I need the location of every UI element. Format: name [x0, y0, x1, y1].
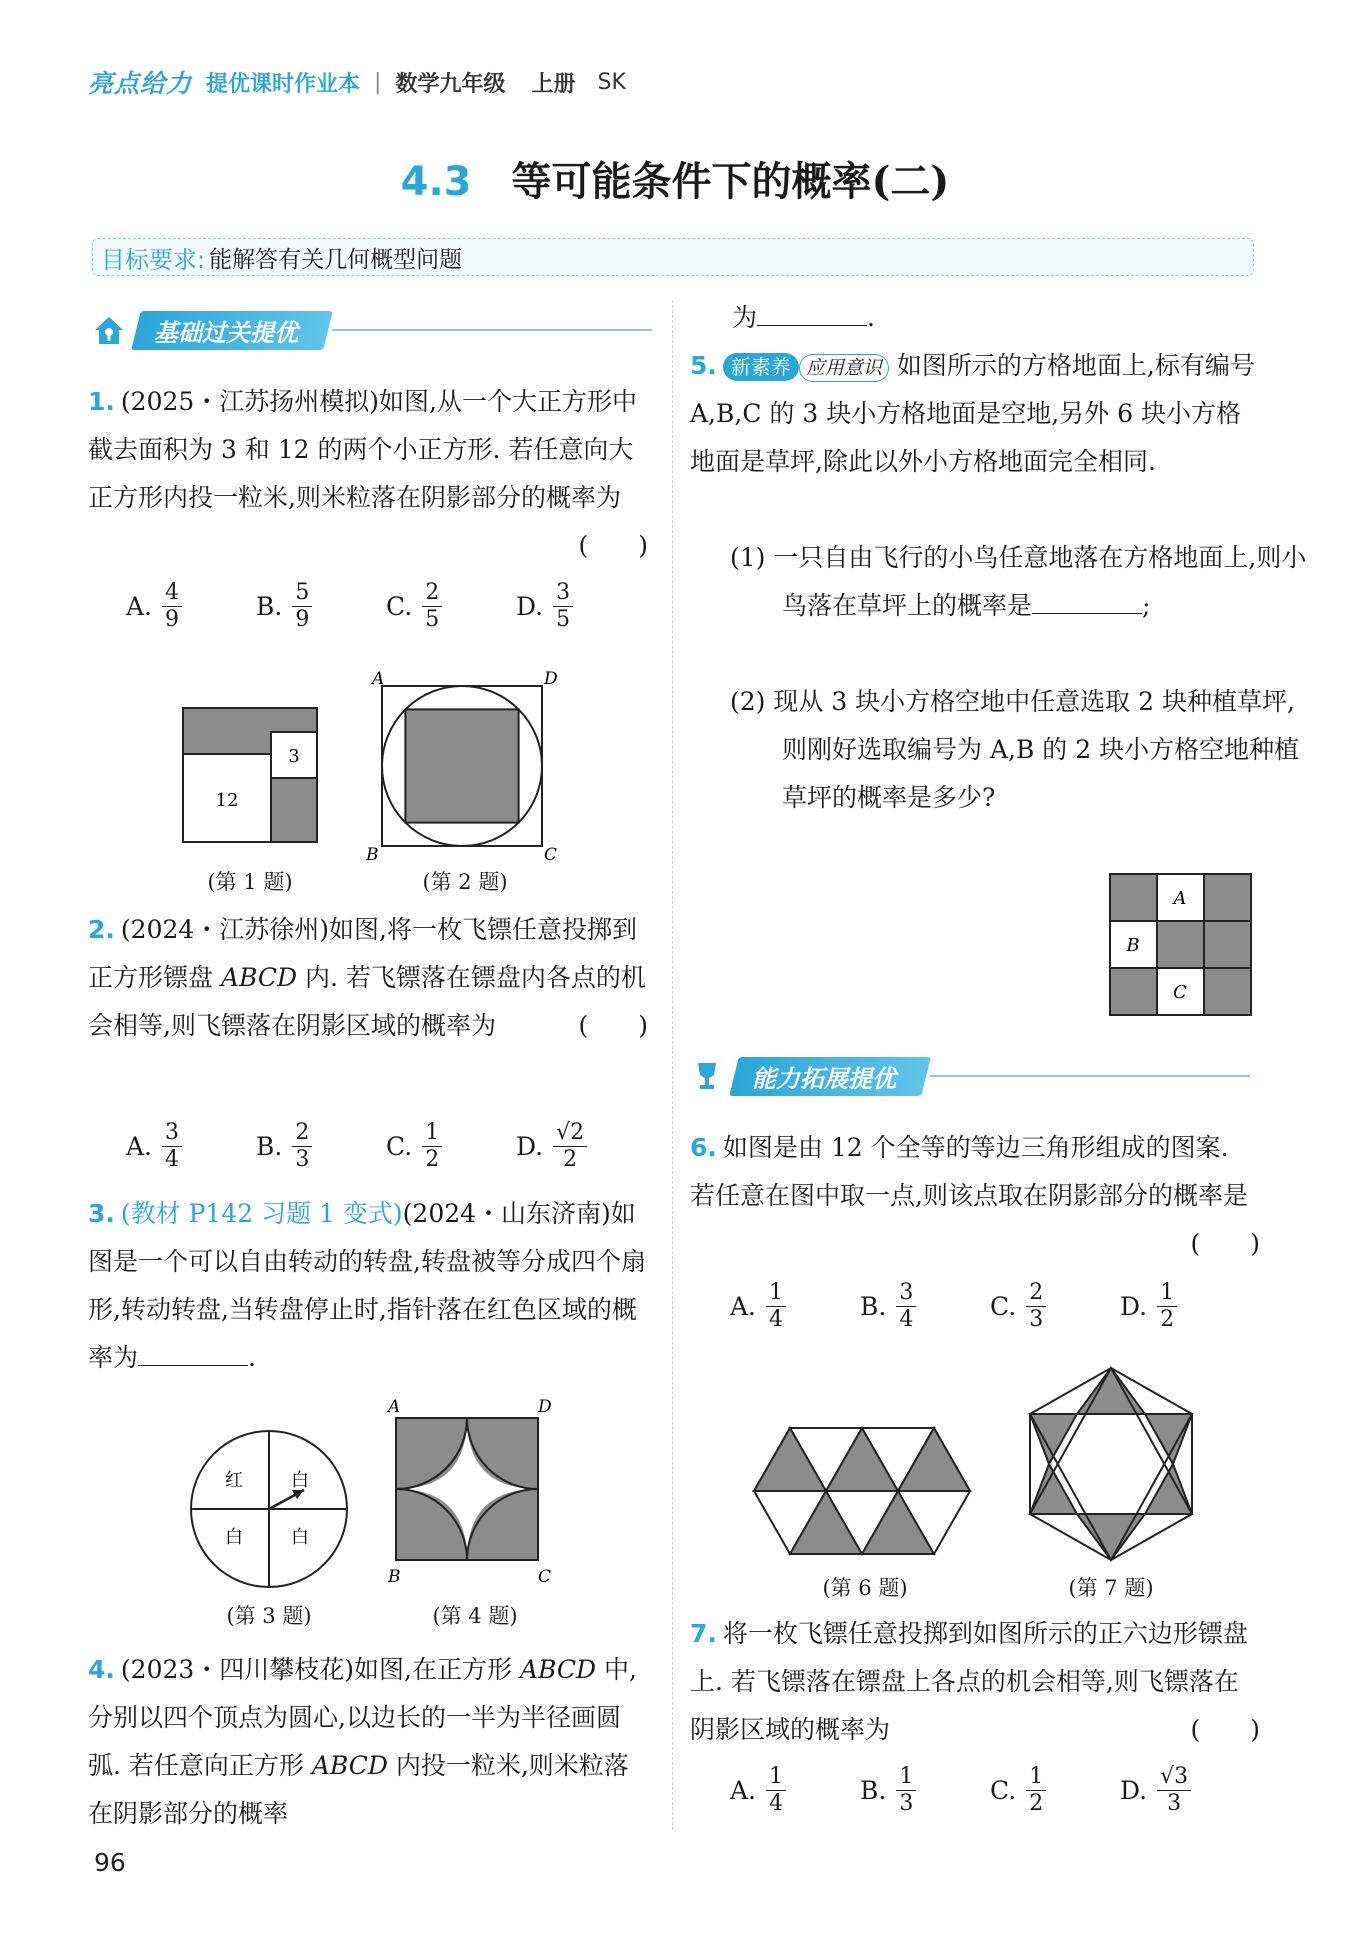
- question-5: 5. 新素养 应用意识 如图所示的方格地面上,标有编号 A,B,C 的 3 块小方格地面是空地,另外 6 块小方格地面是草坪,除此以外小方格地面完全相同.: [690, 351, 1255, 476]
- q1-option-c: [386, 580, 516, 633]
- svg-text:B: B: [366, 845, 379, 864]
- q1-small-label: 3: [288, 746, 300, 767]
- q1-figure: [175, 700, 325, 850]
- option-fraction: $\frac{√3}{3}$: [1157, 1764, 1191, 1817]
- house-icon: [92, 313, 126, 347]
- edition: SK: [597, 69, 626, 95]
- q2-figure: [360, 668, 560, 864]
- volume: 上册: [531, 71, 576, 97]
- q2-option-c: [386, 1120, 516, 1173]
- svg-text:C: C: [1173, 982, 1187, 1003]
- q1-option-a: [126, 580, 256, 633]
- option-label: C.: [386, 1132, 413, 1161]
- q6-caption: (第 6 题): [822, 1576, 908, 1600]
- option-label: D.: [1120, 1776, 1148, 1805]
- svg-text:A: A: [1173, 888, 1187, 909]
- q2-option-b: [256, 1120, 386, 1173]
- option-label: C.: [990, 1776, 1017, 1805]
- trophy-icon: [690, 1059, 724, 1093]
- option-fraction: $\frac{1}{4}$: [766, 1764, 786, 1817]
- q7-figure: [1024, 1364, 1198, 1564]
- brand-logo: 亮点给力: [88, 69, 193, 98]
- option-label: A.: [730, 1292, 757, 1321]
- svg-text:A: A: [388, 1397, 401, 1417]
- question-1: 1. (2025・江苏扬州模拟)如图,从一个大正方形中截去面积为 3 和 12 的两个小正方形. 若任意向大正方形内投一粒米,则米粒落在阴影部分的概率为 ( ): [88, 387, 648, 560]
- q2-caption: (第 2 题): [422, 870, 508, 894]
- svg-text:B: B: [388, 1567, 401, 1587]
- svg-text:白: 白: [225, 1527, 243, 1548]
- q7-option-a: [730, 1764, 860, 1817]
- q7-option-d: [1120, 1764, 1250, 1817]
- svg-text:D: D: [538, 1397, 552, 1417]
- q7-options: [730, 1764, 1250, 1817]
- option-fraction: $\frac{5}{9}$: [292, 580, 312, 633]
- option-label: B.: [256, 1132, 283, 1161]
- option-label: B.: [860, 1776, 887, 1805]
- option-label: C.: [386, 592, 413, 621]
- q3-caption: (第 3 题): [226, 1604, 312, 1628]
- q6-options: [730, 1280, 1250, 1333]
- section-number: 4.3: [400, 159, 472, 205]
- q7-option-c: [990, 1764, 1120, 1817]
- goal-label: 目标要求:: [101, 245, 206, 274]
- subject: 数学九年级: [395, 71, 506, 97]
- option-label: C.: [990, 1292, 1017, 1321]
- question-6: 6. 如图是由 12 个全等的等边三角形组成的图案. 若任意在图中取一点,则该点取在阴影部分的概率是 ( ): [690, 1133, 1260, 1258]
- q5-grid: [1108, 872, 1254, 1018]
- q1-options: [126, 580, 646, 633]
- svg-text:C: C: [544, 845, 558, 864]
- banner-basic-label: 基础过关提优: [131, 311, 333, 350]
- q6-option-d: [1120, 1280, 1250, 1333]
- q2-option-d: [516, 1120, 646, 1173]
- option-fraction: $\frac{1}{4}$: [766, 1280, 786, 1333]
- banner-ability: [690, 1056, 1250, 1096]
- section-title: [0, 150, 1350, 207]
- q6-option-c: [990, 1280, 1120, 1333]
- q4-figure: [384, 1396, 560, 1592]
- header-divider: |: [374, 69, 382, 95]
- series-title: 提优课时作业本: [206, 71, 361, 97]
- option-label: D.: [516, 592, 544, 621]
- svg-text:A: A: [372, 669, 385, 689]
- q2-options: [126, 1120, 646, 1173]
- question-3: 3. (教材 P142 习题 1 变式)(2024・山东济南)如图是一个可以自由转动的转盘,转盘被等分成四个扇形,转动转盘,当转盘停止时,指针落在红色区域的概率为 .: [88, 1199, 646, 1372]
- question-4-continued: 为 .: [732, 294, 1252, 342]
- banner-basic: [92, 310, 652, 350]
- q1-caption: (第 1 题): [207, 870, 293, 894]
- option-fraction: $\frac{2}{3}$: [1026, 1280, 1046, 1333]
- option-fraction: $\frac{1}{3}$: [896, 1764, 916, 1817]
- svg-text:白: 白: [291, 1470, 309, 1491]
- option-label: A.: [126, 592, 153, 621]
- goal-box: [92, 238, 1254, 276]
- goal-text: 能解答有关几何概型问题: [209, 246, 463, 273]
- option-label: D.: [516, 1132, 544, 1161]
- svg-text:白: 白: [291, 1527, 309, 1548]
- option-fraction: $\frac{2}{5}$: [422, 580, 442, 633]
- q6-option-a: [730, 1280, 860, 1333]
- option-fraction: $\frac{3}{5}$: [553, 580, 573, 633]
- q1-big-label: 12: [215, 790, 239, 811]
- option-label: A.: [126, 1132, 153, 1161]
- banner-ability-label: 能力拓展提优: [729, 1057, 931, 1096]
- svg-text:红: 红: [225, 1470, 243, 1491]
- section-title-text: 等可能条件下的概率(二): [511, 158, 950, 205]
- svg-text:D: D: [544, 669, 558, 689]
- option-label: B.: [860, 1292, 887, 1321]
- q2-option-a: [126, 1120, 256, 1173]
- option-label: D.: [1120, 1292, 1148, 1321]
- q7-caption: (第 7 题): [1068, 1576, 1154, 1600]
- svg-text:B: B: [1126, 935, 1140, 956]
- option-fraction: $\frac{1}{2}$: [422, 1120, 442, 1173]
- page-header: [88, 62, 626, 102]
- q3-spinner: [186, 1426, 352, 1592]
- option-fraction: $\frac{2}{3}$: [292, 1120, 312, 1173]
- q5-part-1: (1) 一只自由飞行的小鸟任意地落在方格地面上,则小鸟落在草坪上的概率是 ;: [730, 543, 1307, 620]
- q1-option-d: [516, 580, 646, 633]
- column-divider: [672, 300, 673, 1830]
- page-number: 96: [94, 1848, 126, 1877]
- question-2: 2. (2024・江苏徐州)如图,将一枚飞镖任意投掷到正方形镖盘 ABCD 内. 若飞镖落在镖盘内各点的机会相等,则飞镖落在阴影区域的概率为 ( ): [88, 915, 648, 1040]
- option-label: A.: [730, 1776, 757, 1805]
- option-fraction: $\frac{1}{2}$: [1157, 1280, 1177, 1333]
- q1-option-b: [256, 580, 386, 633]
- q4-caption: (第 4 题): [432, 1604, 518, 1628]
- option-fraction: $\frac{√2}{2}$: [553, 1120, 587, 1173]
- q6-figure: [748, 1420, 984, 1568]
- option-label: B.: [256, 592, 283, 621]
- q6-option-b: [860, 1280, 990, 1333]
- question-7: 7. 将一枚飞镖任意投掷到如图所示的正六边形镖盘上. 若飞镖落在镖盘上各点的机会相等,则飞镖落在阴影区域的概率为 ( ): [690, 1619, 1260, 1744]
- badge-new: 新素养: [723, 353, 799, 381]
- badge-application: 应用意识: [799, 354, 889, 382]
- svg-text:C: C: [538, 1567, 552, 1587]
- q5-part-2: (2) 现从 3 块小方格空地中任意选取 2 块种植草坪,则刚好选取编号为 A,B 的 2 块小方格空地种植草坪的概率是多少?: [730, 687, 1300, 812]
- option-fraction: $\frac{3}{4}$: [896, 1280, 916, 1333]
- option-fraction: $\frac{3}{4}$: [162, 1120, 182, 1173]
- question-4: 4. (2023・四川攀枝花)如图,在正方形 ABCD 中,分别以四个顶点为圆心,以边长的一半为半径画圆弧. 若任意向正方形 ABCD 内投一粒米,则米粒落在阴影部分的概率: [88, 1655, 637, 1828]
- q7-option-b: [860, 1764, 990, 1817]
- option-fraction: $\frac{4}{9}$: [162, 580, 182, 633]
- option-fraction: $\frac{1}{2}$: [1026, 1764, 1046, 1817]
